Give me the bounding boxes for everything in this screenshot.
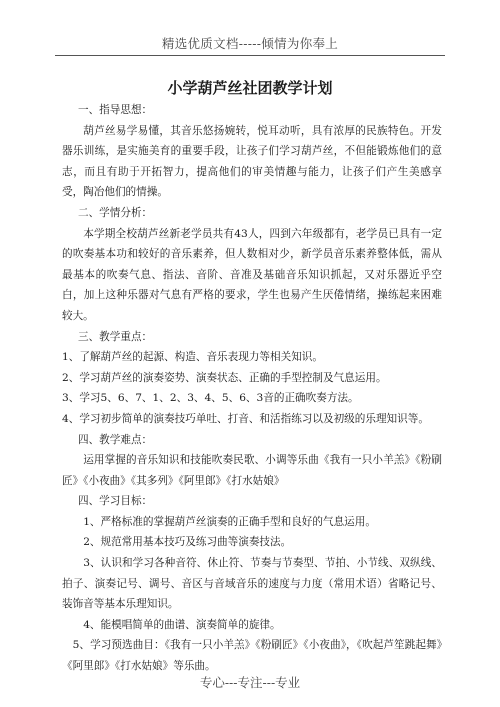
list-item: 2、规范常用基本技巧及练习曲等演奏技法。 — [83, 536, 292, 549]
section-heading-learning-objectives: 四、学习目标： — [78, 495, 153, 508]
section-paragraph-teaching-difficulties: 运用掌握的音乐知识和技能吹奏民歌、小调等乐曲《我有一只小羊羔》《粉刷匠》《小夜曲》《其多列》《阿里郎》《打水姑娘》 — [62, 454, 442, 487]
section-heading-teaching-focus: 三、教学重点： — [78, 330, 153, 343]
page-header: 精选优质文档-----倾情为你奉上 — [161, 36, 339, 51]
header-rule — [55, 55, 445, 56]
list-item: 5、学习预选曲目：《我有一只小羊羔》《粉刷匠》《小夜曲》，《吹起芦笙跳起舞》《阿里郎》《打水姑娘》等乐曲。 — [62, 639, 442, 673]
list-item: 4、学习初步简单的演奏技巧单吐、打音、和活指练习以及初级的乐理知识等。 — [62, 412, 429, 425]
section-heading-guiding-ideology: 一、指导思想： — [78, 104, 153, 116]
document-body — [62, 100, 442, 677]
section-paragraph-guiding-ideology: 葫芦丝易学易懂，其音乐悠扬婉转，悦耳动听，具有浓厚的民族特色。开发器乐训练，是实施美育的重要手段，让孩子们学习葫芦丝，不但能锻炼他们的意志，而且有助于开拓智力，提高他们的审美情趣与能力，让孩子们产生美感享受，陶冶他们的情操。 — [62, 124, 442, 199]
page-footer: 专心---专注---专业 — [199, 675, 301, 690]
list-item: 1、严格标准的掌握葫芦丝演奏的正确手型和良好的气息运用。 — [83, 515, 376, 528]
list-item: 3、认识和学习各种音符、休止符、节奏与节奏型、节拍、小节线、双纵线、拍子、演奏记号、调号、音区与音域音乐的速度与力度（常用术语）省略记号、装饰音等基本乐理知识。 — [62, 557, 442, 611]
list-item: 1、了解葫芦丝的起源、构造、音乐表现力等相关知识。 — [62, 351, 323, 364]
list-item: 3、学习5、6、7、1、2、3、4、5、6、3音的正确吹奏方法。 — [62, 392, 359, 405]
section-heading-learning-analysis: 二、学情分析： — [78, 206, 153, 219]
section-heading-teaching-difficulties: 四、教学难点： — [78, 433, 153, 446]
list-item: 2、学习葫芦丝的演奏姿势、演奏状态、正确的手型控制及气息运用。 — [62, 371, 387, 384]
document-title: 小学葫芦丝社团教学计划 — [167, 79, 333, 97]
section-paragraph-learning-analysis: 本学期全校葫芦丝新老学员共有43人，四到六年级都有，老学员已具有一定的吹奏基本功和较好的音乐素养，但人数相对少，新学员音乐素养整体低，需从最基本的吹奏气息、指法、音阶、音准及基础音乐知识抓起，又对乐器近乎空白，加上这种乐器对气息有严格的要求，学生也易产生厌倦情绪，操练起来困难较大。 — [62, 227, 442, 322]
list-item: 4、能模唱简单的曲谱、演奏简单的旋律。 — [83, 618, 281, 631]
